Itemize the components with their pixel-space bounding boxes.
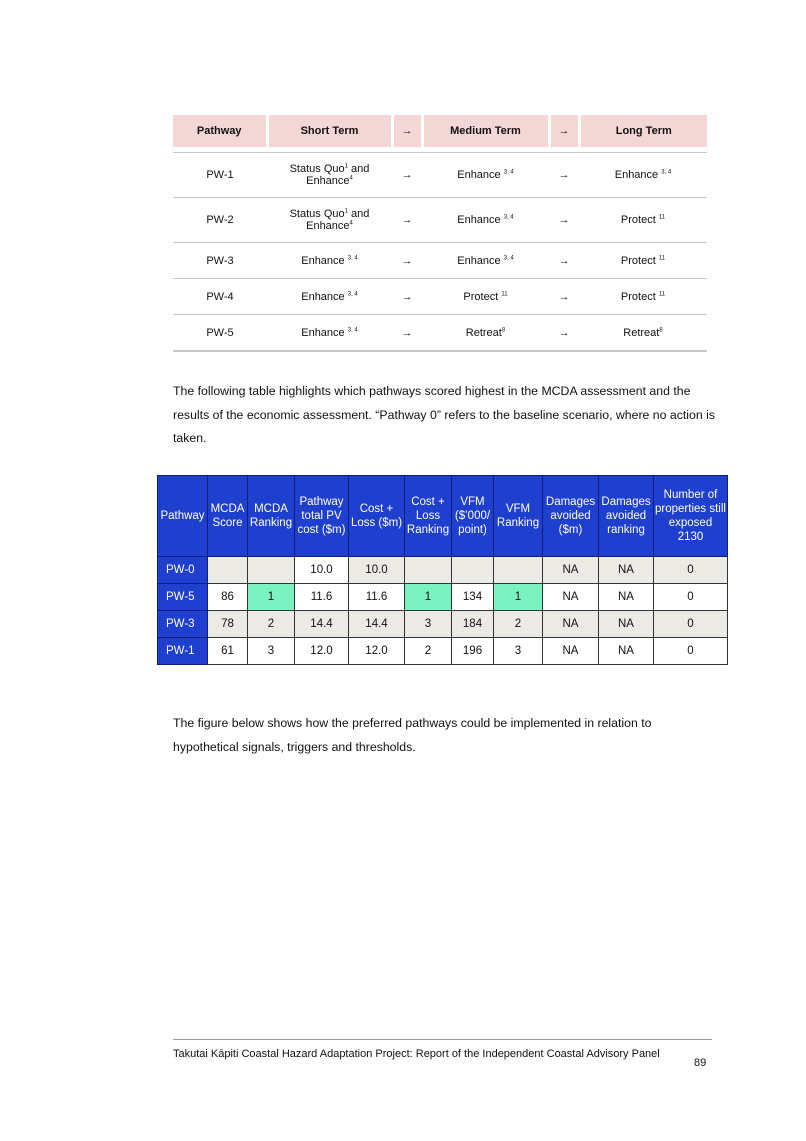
medium-term-cell: Enhance $^{3, 4}$: [422, 153, 549, 198]
table-row: [158, 611, 728, 638]
properties-cell: 0: [654, 638, 728, 665]
vfm-cell: 134: [452, 584, 494, 611]
pathway-cell: PW-4: [173, 279, 267, 315]
page-number: 89: [694, 1057, 707, 1069]
cost-loss-cell: 12.0: [349, 638, 405, 665]
pathway-cell: PW-3: [158, 611, 208, 638]
header-vfm-ranking: VFM Ranking: [494, 476, 543, 557]
long-term-cell: Retreat$^8$: [579, 315, 707, 352]
vfm-ranking-cell: 3: [494, 638, 543, 665]
header-pathway: Pathway: [173, 115, 267, 147]
arrow-cell: →: [549, 315, 579, 352]
arrow-cell: →: [392, 153, 422, 198]
footer-divider: [173, 1039, 712, 1040]
short-term-cell: Enhance $^{3, 4}$: [267, 279, 392, 315]
damages-avoided-cell: NA: [543, 638, 599, 665]
vfm-cell: 184: [452, 611, 494, 638]
mcda-ranking-cell: 3: [248, 638, 295, 665]
header-mcda-score: MCDA Score: [208, 476, 248, 557]
cost-loss-cell: 10.0: [349, 557, 405, 584]
damages-avoided-cell: NA: [543, 611, 599, 638]
long-term-cell: Enhance $^{3, 4}$: [579, 153, 707, 198]
header-vfm: VFM ($’000/ point): [452, 476, 494, 557]
vfm-cell: [452, 557, 494, 584]
pathway-cell: PW-1: [158, 638, 208, 665]
mcda-score-cell: 61: [208, 638, 248, 665]
damages-avoided-cell: NA: [543, 584, 599, 611]
pv-cost-cell: 14.4: [295, 611, 349, 638]
mcda-table-header: [158, 476, 728, 557]
header-arrow-2: →: [549, 115, 579, 147]
pathway-cell: PW-1: [173, 153, 267, 198]
short-term-cell: Status Quo$^1$ and Enhance$^4$: [267, 198, 392, 243]
pathway-cell: PW-2: [173, 198, 267, 243]
vfm-ranking-cell: 2: [494, 611, 543, 638]
arrow-cell: →: [392, 279, 422, 315]
medium-term-cell: Protect $^{11}$: [422, 279, 549, 315]
arrow-cell: →: [392, 243, 422, 279]
table-row: [158, 557, 728, 584]
short-term-cell: Enhance $^{3, 4}$: [267, 315, 392, 352]
damages-ranking-cell: NA: [599, 638, 654, 665]
header-pathway: Pathway: [158, 476, 208, 557]
pathway-cell: PW-5: [158, 584, 208, 611]
arrow-cell: →: [549, 279, 579, 315]
header-damages-avoided: Damages avoided ($m): [543, 476, 599, 557]
mcda-intro-paragraph: The following table highlights which pathways scored highest in the MCDA assessment and the results of the economic assessment. “Pathway 0” refers to the baseline scenario, where no action is taken.: [173, 384, 716, 445]
damages-avoided-cell: NA: [543, 557, 599, 584]
mcda-table: [157, 475, 728, 665]
damages-ranking-cell: NA: [599, 611, 654, 638]
arrow-cell: →: [549, 198, 579, 243]
long-term-cell: Protect $^{11}$: [579, 198, 707, 243]
cost-loss-ranking-cell: 3: [405, 611, 452, 638]
vfm-ranking-cell: [494, 557, 543, 584]
properties-cell: 0: [654, 611, 728, 638]
footer-title: Takutai Kāpiti Coastal Hazard Adaptation Project: Report of the Independent Coastal Advisory Panel: [173, 1048, 660, 1060]
header-pv-cost: Pathway total PV cost ($m): [295, 476, 349, 557]
mcda-score-cell: [208, 557, 248, 584]
pathway-table-header: [173, 115, 707, 147]
table-row: [173, 198, 707, 243]
mcda-score-cell: 78: [208, 611, 248, 638]
cost-loss-ranking-cell: 1: [405, 584, 452, 611]
table-row: [173, 153, 707, 198]
header-cost-loss-ranking: Cost + Loss Ranking: [405, 476, 452, 557]
long-term-cell: Protect $^{11}$: [579, 279, 707, 315]
header-properties-exposed: Number of properties still exposed 2130: [654, 476, 728, 557]
medium-term-cell: Retreat$^8$: [422, 315, 549, 352]
mcda-ranking-cell: [248, 557, 295, 584]
header-damages-ranking: Damages avoided ranking: [599, 476, 654, 557]
table-row: [158, 584, 728, 611]
long-term-cell: Protect $^{11}$: [579, 243, 707, 279]
pathway-table: [173, 115, 707, 352]
figure-intro-paragraph: The figure below shows how the preferred pathways could be implemented in relation to hypothetical signals, triggers and thresholds.: [173, 716, 652, 754]
damages-ranking-cell: NA: [599, 557, 654, 584]
header-medium-term: Medium Term: [422, 115, 549, 147]
table-row: [158, 638, 728, 665]
pv-cost-cell: 12.0: [295, 638, 349, 665]
table-row: [173, 315, 707, 352]
medium-term-cell: Enhance $^{3, 4}$: [422, 243, 549, 279]
arrow-cell: →: [392, 198, 422, 243]
mcda-ranking-cell: 1: [248, 584, 295, 611]
header-long-term: Long Term: [579, 115, 707, 147]
table-row: [173, 243, 707, 279]
pv-cost-cell: 10.0: [295, 557, 349, 584]
pathway-cell: PW-0: [158, 557, 208, 584]
medium-term-cell: Enhance $^{3, 4}$: [422, 198, 549, 243]
mcda-score-cell: 86: [208, 584, 248, 611]
cost-loss-cell: 14.4: [349, 611, 405, 638]
arrow-cell: →: [549, 243, 579, 279]
cost-loss-ranking-cell: 2: [405, 638, 452, 665]
pathway-cell: PW-5: [173, 315, 267, 352]
vfm-cell: 196: [452, 638, 494, 665]
header-cost-loss: Cost + Loss ($m): [349, 476, 405, 557]
properties-cell: 0: [654, 584, 728, 611]
short-term-cell: Status Quo$^1$ and Enhance$^4$: [267, 153, 392, 198]
mcda-ranking-cell: 2: [248, 611, 295, 638]
arrow-cell: →: [549, 153, 579, 198]
short-term-cell: Enhance $^{3, 4}$: [267, 243, 392, 279]
properties-cell: 0: [654, 557, 728, 584]
cost-loss-cell: 11.6: [349, 584, 405, 611]
vfm-ranking-cell: 1: [494, 584, 543, 611]
table-row: [173, 279, 707, 315]
pathway-cell: PW-3: [173, 243, 267, 279]
header-arrow-1: →: [392, 115, 422, 147]
cost-loss-ranking-cell: [405, 557, 452, 584]
header-mcda-ranking: MCDA Ranking: [248, 476, 295, 557]
pv-cost-cell: 11.6: [295, 584, 349, 611]
damages-ranking-cell: NA: [599, 584, 654, 611]
arrow-cell: →: [392, 315, 422, 352]
header-short-term: Short Term: [267, 115, 392, 147]
